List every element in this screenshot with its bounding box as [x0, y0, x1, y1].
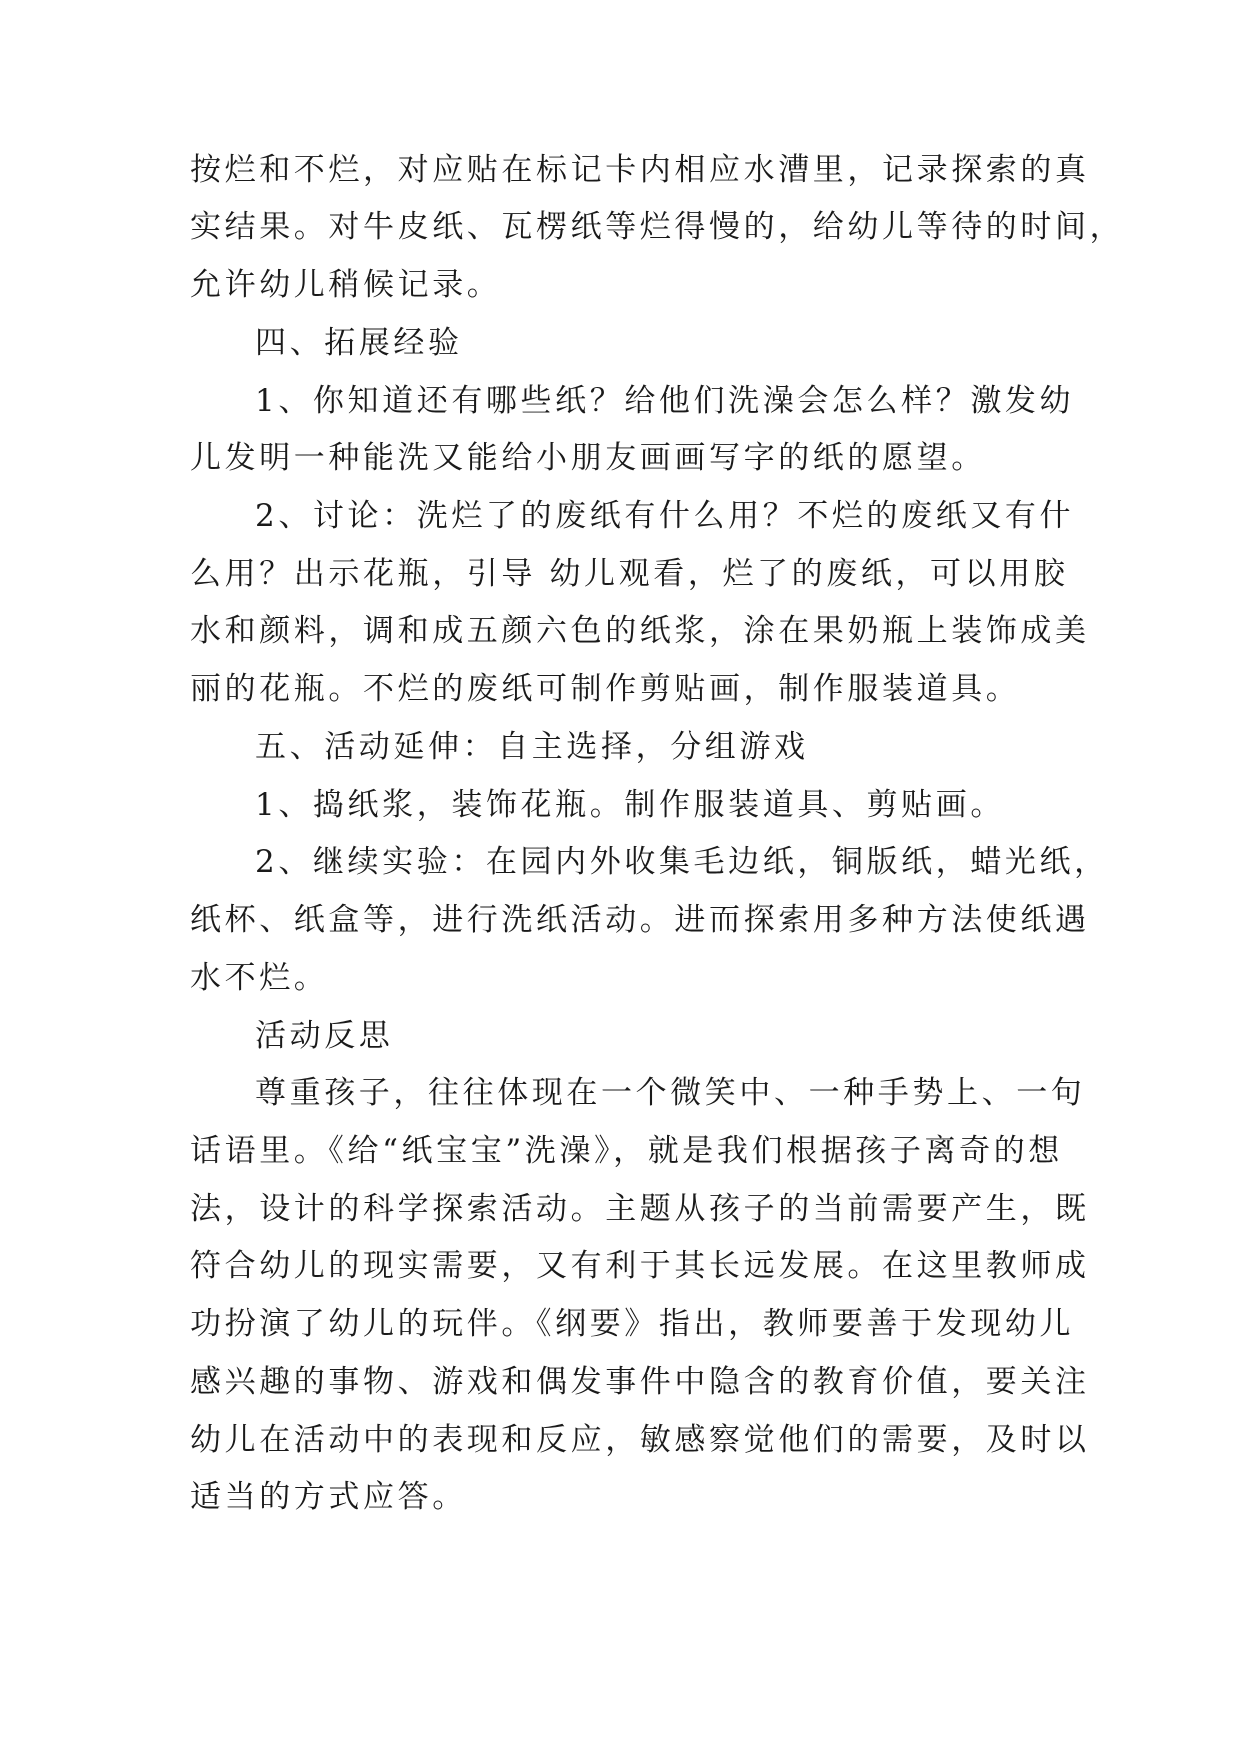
text-line: 按烂和不烂，对应贴在标记卡内相应水漕里，记录探索的真 [190, 152, 1090, 188]
text-line: 幼儿在活动中的表现和反应，敏感察觉他们的需要，及时以 [190, 1422, 1090, 1458]
text-line: 法，设计的科学探索活动。主题从孩子的当前需要产生，既 [190, 1191, 1090, 1227]
text-line: 允许幼儿稍候记录。 [190, 267, 502, 303]
text-line: 话语里。《给“纸宝宝”洗澡》，就是我们根据孩子离奇的想 [190, 1133, 1063, 1169]
section-heading: 活动反思 [255, 1018, 394, 1054]
text-line: 儿发明一种能洗又能给小朋友画画写字的纸的愿望。 [190, 440, 986, 476]
text-line: 1、捣纸浆，装饰花瓶。制作服装道具、剪贴画。 [255, 787, 1005, 823]
text-line: 纸杯、纸盒等，进行洗纸活动。进而探索用多种方法使纸遇 [190, 902, 1090, 938]
text-line: 水不烂。 [190, 960, 329, 996]
text-line: 符合幼儿的现实需要，又有利于其长远发展。在这里教师成 [190, 1248, 1090, 1284]
text-line: 实结果。对牛皮纸、瓦楞纸等烂得慢的，给幼儿等待的时间， [190, 209, 1125, 245]
text-line: 2、讨论：洗烂了的废纸有什么用？不烂的废纸又有什 [255, 498, 1075, 534]
text-line: 丽的花瓶。不烂的废纸可制作剪贴画，制作服装道具。 [190, 671, 1021, 707]
section-heading: 五、活动延伸：自主选择，分组游戏 [255, 729, 809, 765]
text-line: 尊重孩子，往往体现在一个微笑中、一种手势上、一句 [255, 1075, 1086, 1111]
section-heading: 四、拓展经验 [255, 325, 463, 361]
text-line: 么用？出示花瓶，引导 幼儿观看，烂了的废纸，可以用胶 [190, 556, 1069, 592]
text-line: 水和颜料，调和成五颜六色的纸浆，涂在果奶瓶上装饰成美 [190, 613, 1090, 649]
text-line: 功扮演了幼儿的玩伴。《纲要》指出，教师要善于发现幼儿 [190, 1306, 1075, 1342]
text-line: 1、你知道还有哪些纸？给他们洗澡会怎么样？激发幼 [255, 383, 1075, 419]
text-line: 2、继续实验：在园内外收集毛边纸，铜版纸，蜡光纸， [255, 844, 1109, 880]
text-line: 感兴趣的事物、游戏和偶发事件中隐含的教育价值，要关注 [190, 1364, 1090, 1400]
text-line: 适当的方式应答。 [190, 1479, 467, 1515]
